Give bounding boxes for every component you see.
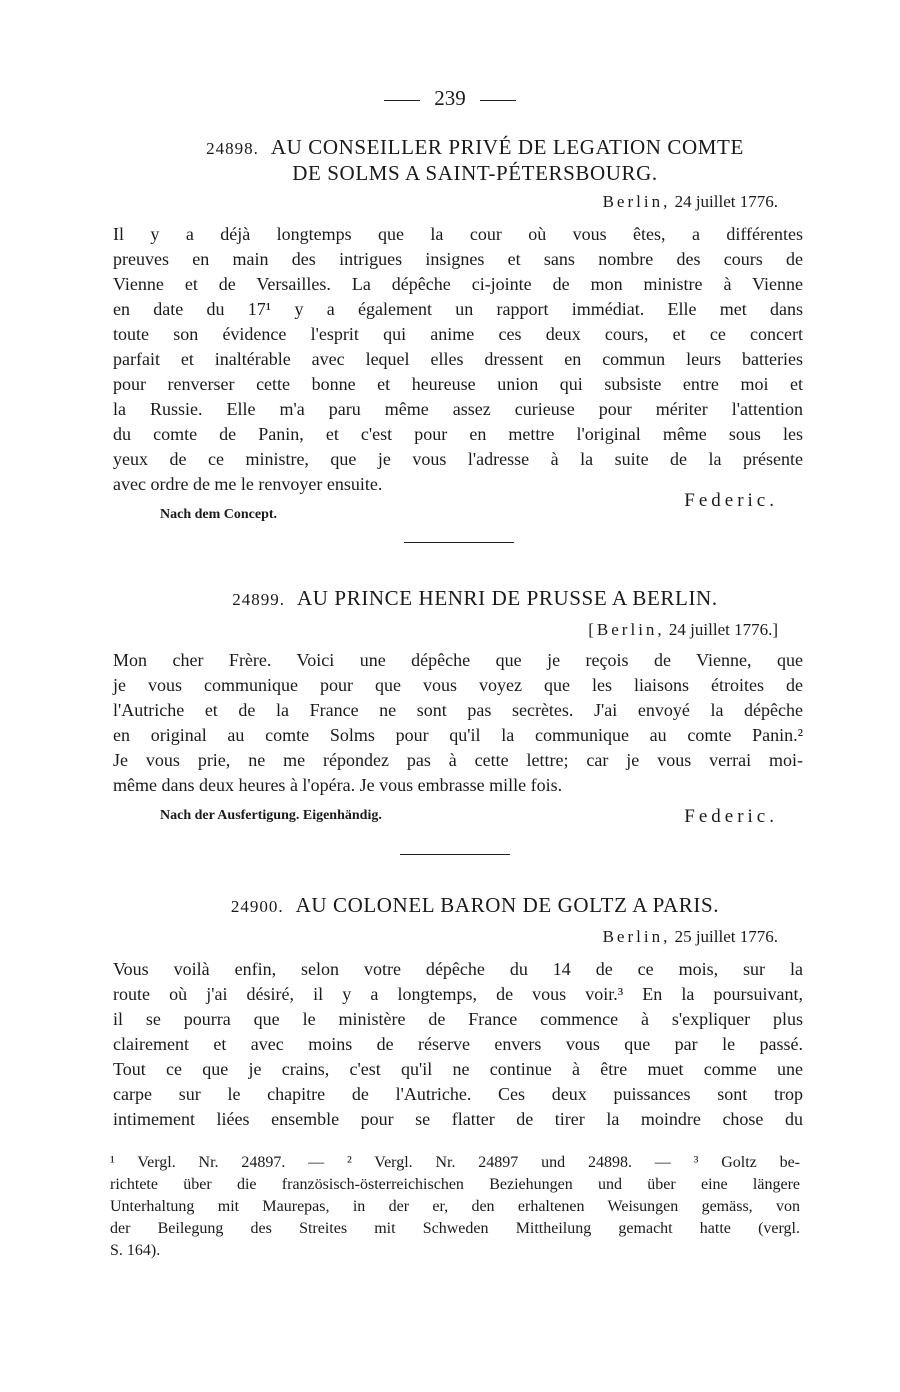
body-line: en original au comte Solms pour qu'il la communique au comte Panin.²: [113, 725, 803, 745]
page-number: [0, 86, 900, 111]
letter-number: 24898.: [206, 139, 259, 158]
page-number-text: 239: [434, 86, 466, 110]
body-line: Tout ce que je crains, c'est qu'il ne continue à être muet comme une: [113, 1059, 803, 1079]
date-text: 24 juillet 1776.]: [668, 620, 778, 639]
body-line: yeux de ce ministre, que je vous l'adresse à la suite de la présente: [113, 449, 803, 469]
date-place: Berlin,: [602, 927, 671, 946]
heading-line: AU PRINCE HENRI DE PRUSSE A BERLIN.: [297, 586, 718, 610]
letter-heading: [110, 135, 840, 185]
folio-dash-right: [480, 100, 516, 101]
letter-number: 24900.: [230, 897, 284, 916]
letter-body: [113, 222, 803, 497]
heading-line: AU COLONEL BARON DE GOLTZ A PARIS.: [295, 893, 720, 917]
dateline: [603, 927, 778, 947]
body-line: clairement et avec moins de réserve envers vous que par le passé.: [113, 1034, 803, 1054]
body-line: Vienne et de Versailles. La dépêche ci-jointe de mon ministre à Vienne: [113, 274, 803, 294]
date-place: Berlin,: [602, 192, 671, 211]
body-line: je vous communique pour que vous voyez que les liaisons étroites de: [113, 675, 803, 695]
body-line: Mon cher Frère. Voici une dépêche que je reçois de Vienne, que: [113, 650, 803, 670]
letter-body: [113, 957, 803, 1132]
letter-heading: [110, 893, 840, 919]
body-line: il se pourra que le ministère de France commence à s'expliquer plus: [113, 1009, 803, 1029]
date-text: 24 juillet 1776.: [674, 192, 778, 211]
body-line: pour renverser cette bonne et heureuse union qui subsiste entre moi et: [113, 374, 803, 394]
section-separator: [400, 854, 510, 855]
letter-number: 24899.: [232, 590, 286, 609]
section-separator: [404, 542, 514, 543]
body-line: Je vous prie, ne me répondez pas à cette lettre; car je vous verrai moi-: [113, 750, 803, 770]
body-line: même dans deux heures à l'opéra. Je vous embrasse mille fois.: [113, 775, 563, 795]
signature: Federic.: [684, 490, 778, 511]
date-place: [Berlin,: [588, 620, 665, 639]
body-line: carpe sur le chapitre de l'Autriche. Ces deux puissances sont trop: [113, 1084, 803, 1104]
footnote-line: der Beilegung des Streites mit Schweden Mittheilung gemacht hatte (vergl.: [110, 1220, 800, 1237]
body-line: l'Autriche et de la France ne sont pas secrètes. J'ai envoyé la dépêche: [113, 700, 803, 720]
footnote-line: richtete über die französisch-österreichischen Beziehungen und über eine längere: [110, 1176, 800, 1193]
body-line: Il y a déjà longtemps que la cour où vous êtes, a différentes: [113, 224, 803, 244]
source-note: Nach der Ausfertigung. Eigenhändig.: [160, 808, 382, 823]
body-line: du comte de Panin, et c'est pour en mettre l'original même sous les: [113, 424, 803, 444]
body-line: toute son évidence l'esprit qui anime ces deux cours, et ce concert: [113, 324, 803, 344]
body-line: avec ordre de me le renvoyer ensuite.: [113, 474, 383, 494]
footnote-line: S. 164).: [110, 1242, 161, 1259]
dateline: [603, 192, 778, 212]
signature: Federic.: [684, 806, 778, 827]
body-line: Vous voilà enfin, selon votre dépêche du 14 de ce mois, sur la: [113, 959, 803, 979]
folio-dash-left: [384, 100, 420, 101]
footnote-line: ¹ Vergl. Nr. 24897. — ² Vergl. Nr. 24897 und 24898. — ³ Goltz be-: [110, 1154, 800, 1171]
body-line: intimement liées ensemble pour se flatter de tirer la moindre chose du: [113, 1109, 803, 1129]
body-line: parfait et inaltérable avec lequel elles dressent en commun leurs batteries: [113, 349, 803, 369]
footnote-line: Unterhaltung mit Maurepas, in der er, den erhaltenen Weisungen gemäss, von: [110, 1198, 800, 1215]
footnotes: [110, 1152, 800, 1262]
heading-line: DE SOLMS A SAINT-PÉTERSBOURG.: [292, 161, 658, 185]
body-line: route où j'ai désiré, il y a longtemps, de vous voir.³ En la poursuivant,: [113, 984, 803, 1004]
letter-heading: [110, 586, 840, 612]
source-note: Nach dem Concept.: [160, 507, 278, 522]
body-line: en date du 17¹ y a également un rapport immédiat. Elle met dans: [113, 299, 803, 319]
date-text: 25 juillet 1776.: [674, 927, 778, 946]
letter-body: [113, 648, 803, 798]
heading-line: AU CONSEILLER PRIVÉ DE LEGATION COMTE: [270, 135, 744, 159]
body-line: la Russie. Elle m'a paru même assez curieuse pour mériter l'attention: [113, 399, 803, 419]
dateline: [588, 620, 778, 640]
body-line: preuves en main des intrigues insignes et sans nombre des cours de: [113, 249, 803, 269]
